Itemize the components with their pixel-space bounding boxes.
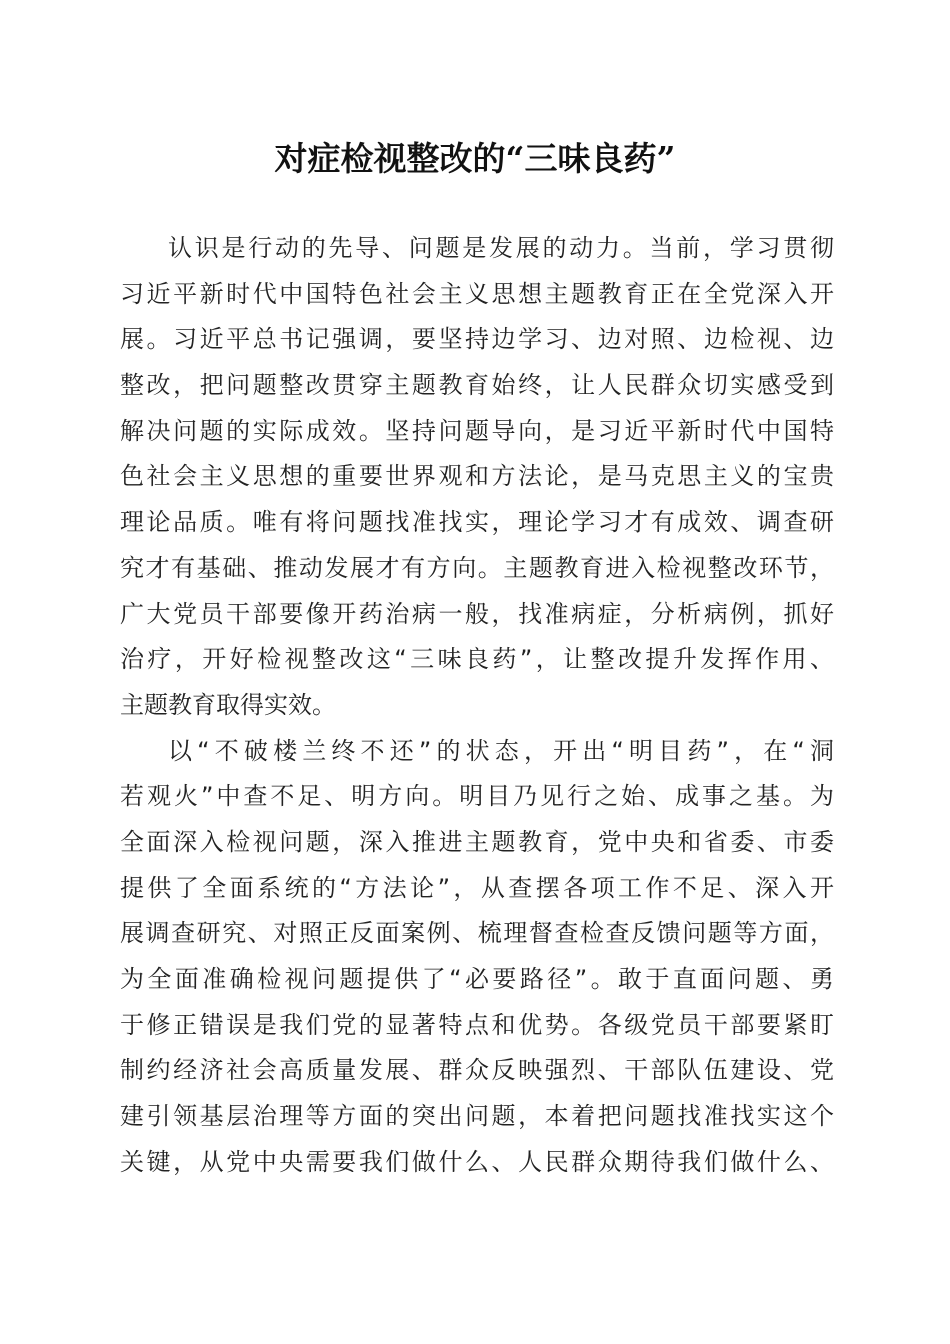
text-line: 广大党员干部要像开药治病一般，找准病症，分析病例，抓好 [120,599,834,628]
text-line: 建引领基层治理等方面的突出问题，本着把问题找准找实这个 [120,1102,834,1131]
text-line: 主题教育取得实效。 [120,690,336,719]
text-line: 习近平新时代中国特色社会主义思想主题教育正在全党深入开 [120,279,834,308]
text-line: 以“不破楼兰终不还”的状态，开出“明目药”，在“洞 [168,736,834,765]
paragraph-1 [120,226,834,729]
text-line: 展。习近平总书记强调，要坚持边学习、边对照、边检视、边 [120,325,834,354]
text-line: 若观火”中查不足、明方向。明目乃见行之始、成事之基。为 [120,782,834,811]
text-line: 整改，把问题整改贯穿主题教育始终，让人民群众切实感受到 [120,371,834,400]
text-line: 展调查研究、对照正反面案例、梳理督查检查反馈问题等方面， [120,919,834,948]
text-line: 色社会主义思想的重要世界观和方法论，是马克思主义的宝贵 [120,462,834,491]
page-title: 对症检视整改的“三味良药” [274,139,676,178]
text-line: 于修正错误是我们党的显著特点和优势。各级党员干部要紧盯 [120,1010,834,1039]
text-line: 究才有基础、推动发展才有方向。主题教育进入检视整改环节， [120,553,834,582]
text-line: 解决问题的实际成效。坚持问题导向，是习近平新时代中国特 [120,416,834,445]
text-line: 全面深入检视问题，深入推进主题教育，党中央和省委、市委 [120,827,834,856]
article-body [120,226,834,1185]
paragraph-2 [120,729,834,1186]
text-line: 制约经济社会高质量发展、群众反映强烈、干部队伍建设、党 [120,1056,834,1085]
text-line: 理论品质。唯有将问题找准找实，理论学习才有成效、调查研 [120,508,834,537]
text-line: 认识是行动的先导、问题是发展的动力。当前，学习贯彻 [168,234,834,262]
text-line: 为全面准确检视问题提供了“必要路径”。敢于直面问题、勇 [120,965,834,993]
text-line: 关键，从党中央需要我们做什么、人民群众期待我们做什么、 [120,1147,834,1176]
text-line: 提供了全面系统的“方法论”，从查摆各项工作不足、深入开 [120,873,834,902]
text-line: 治疗，开好检视整改这“三味良药”，让整改提升发挥作用、 [120,645,834,674]
